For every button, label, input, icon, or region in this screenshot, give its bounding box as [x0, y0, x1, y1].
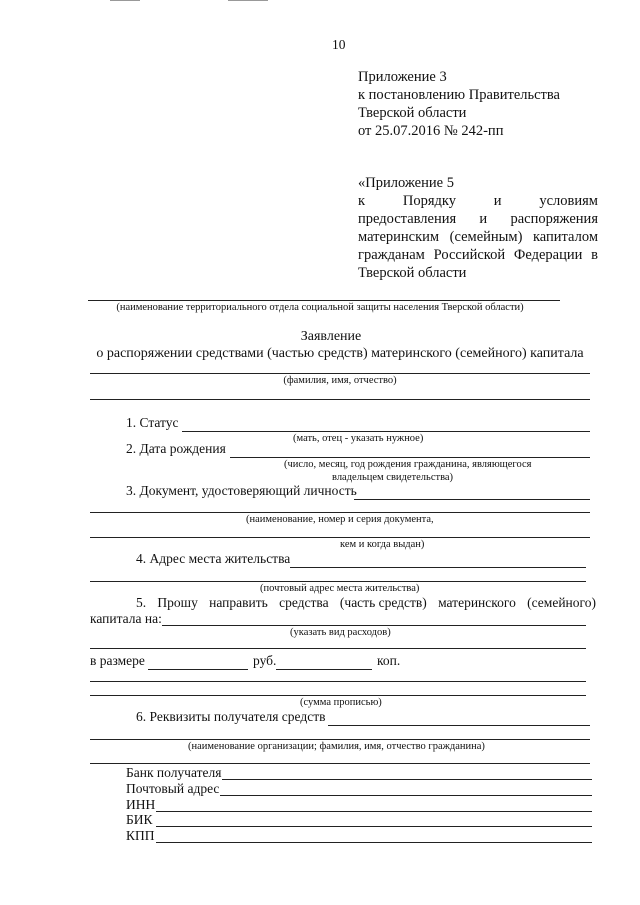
recipient-field-line-2[interactable] [90, 739, 590, 740]
recipient-field-line[interactable] [328, 725, 590, 726]
appendix-5-word: условиям [539, 193, 598, 209]
request-line-2: капитала на: [90, 611, 162, 626]
recipient-field-line-3[interactable] [90, 763, 590, 764]
request-word: 5. [136, 595, 147, 610]
amount-words-line[interactable] [90, 681, 586, 682]
postal-label: Почтовый адрес [126, 781, 220, 796]
kop-field-line[interactable] [276, 669, 372, 670]
kop-label: коп. [377, 653, 401, 668]
fio-field-line[interactable] [90, 373, 590, 374]
appendix-3-line-1: Приложение 3 [358, 69, 447, 85]
birthdate-field-line[interactable] [230, 457, 590, 458]
form-subtitle: о распоряжении средствами (частью средств) материнского (семейного) капитала [96, 346, 584, 361]
form-title: Заявление [300, 329, 362, 344]
request-word: (семейного) [527, 595, 596, 610]
appendix-5-line-1: «Приложение 5 [358, 175, 454, 191]
page-number: 10 [332, 37, 346, 52]
fio-field-line-2[interactable] [90, 399, 590, 400]
request-line-1 [136, 595, 596, 611]
expense-field-line[interactable] [162, 625, 586, 626]
expense-caption: (указать вид расходов) [290, 627, 391, 638]
appendix-5-line-4: материнским (семейным) капиталом [358, 229, 598, 245]
amount-words-line-2[interactable] [90, 695, 586, 696]
appendix-5-word: к [358, 193, 366, 209]
address-caption: (почтовый адрес места жительства) [260, 583, 420, 594]
request-word: средства [279, 595, 329, 610]
request-word: материнского [438, 595, 516, 610]
dept-caption: (наименование территориального отдела социальной защиты населения Тверской области) [116, 302, 524, 313]
bank-field-line[interactable] [222, 779, 592, 780]
document-label: 3. Документ, удостоверяющий личность [126, 483, 357, 498]
request-word: Прошу [157, 595, 198, 610]
bank-label: Банк получателя [126, 765, 222, 780]
appendix-5-word: Порядку [402, 193, 456, 209]
recipient-caption: (наименование организации; фамилия, имя, отчество гражданина) [188, 741, 485, 752]
dept-field-line[interactable] [88, 300, 560, 301]
request-word: направить [209, 595, 268, 610]
scan-artifact-line [228, 0, 268, 1]
kpp-field-line[interactable] [156, 842, 592, 843]
appendix-5-line-5: гражданам Российской Федерации в [358, 247, 598, 263]
scan-artifact-line [110, 0, 140, 1]
address-label: 4. Адрес места жительства [136, 551, 291, 566]
status-label: 1. Статус [126, 415, 179, 430]
bik-label: БИК [126, 812, 153, 827]
appendix-3-line-2: к постановлению Правительства [358, 87, 560, 103]
postal-field-line[interactable] [220, 795, 592, 796]
amount-label: в размере [90, 653, 145, 668]
document-field-line[interactable] [354, 499, 590, 500]
document-caption-2: кем и когда выдан) [340, 539, 425, 550]
appendix-3-line-4: от 25.07.2016 № 242-пп [358, 123, 504, 139]
appendix-5-line-6: Тверской области [358, 265, 467, 281]
fio-caption: (фамилия, имя, отчество) [283, 375, 397, 386]
birthdate-caption-2: владельцем свидетельства) [332, 472, 454, 483]
address-field-line[interactable] [290, 567, 586, 568]
appendix-3-line-3: Тверской области [358, 105, 467, 121]
request-word: (часть средств) [339, 595, 427, 610]
document-field-line-3[interactable] [90, 537, 590, 538]
appendix-5-line-3: предоставления и распоряжения [358, 211, 598, 227]
document-field-line-2[interactable] [90, 512, 590, 513]
inn-field-line[interactable] [156, 811, 592, 812]
rub-field-line[interactable] [148, 669, 248, 670]
appendix-5-word: и [493, 193, 502, 209]
status-field-line[interactable] [182, 431, 590, 432]
kpp-label: КПП [126, 828, 155, 843]
document-caption-1: (наименование, номер и серия документа, [246, 514, 434, 525]
bik-field-line[interactable] [156, 826, 592, 827]
birthdate-label: 2. Дата рождения [126, 441, 226, 456]
recipient-label: 6. Реквизиты получателя средств [136, 709, 326, 724]
expense-field-line-2[interactable] [90, 648, 586, 649]
inn-label: ИНН [126, 797, 156, 812]
birthdate-caption-1: (число, месяц, год рождения гражданина, являющегося [284, 459, 532, 470]
status-caption: (мать, отец - указать нужное) [293, 433, 424, 444]
rub-label: руб. [253, 653, 277, 668]
appendix-5-line-2 [358, 192, 598, 211]
amount-caption: (сумма прописью) [300, 697, 382, 708]
address-field-line-2[interactable] [90, 581, 586, 582]
